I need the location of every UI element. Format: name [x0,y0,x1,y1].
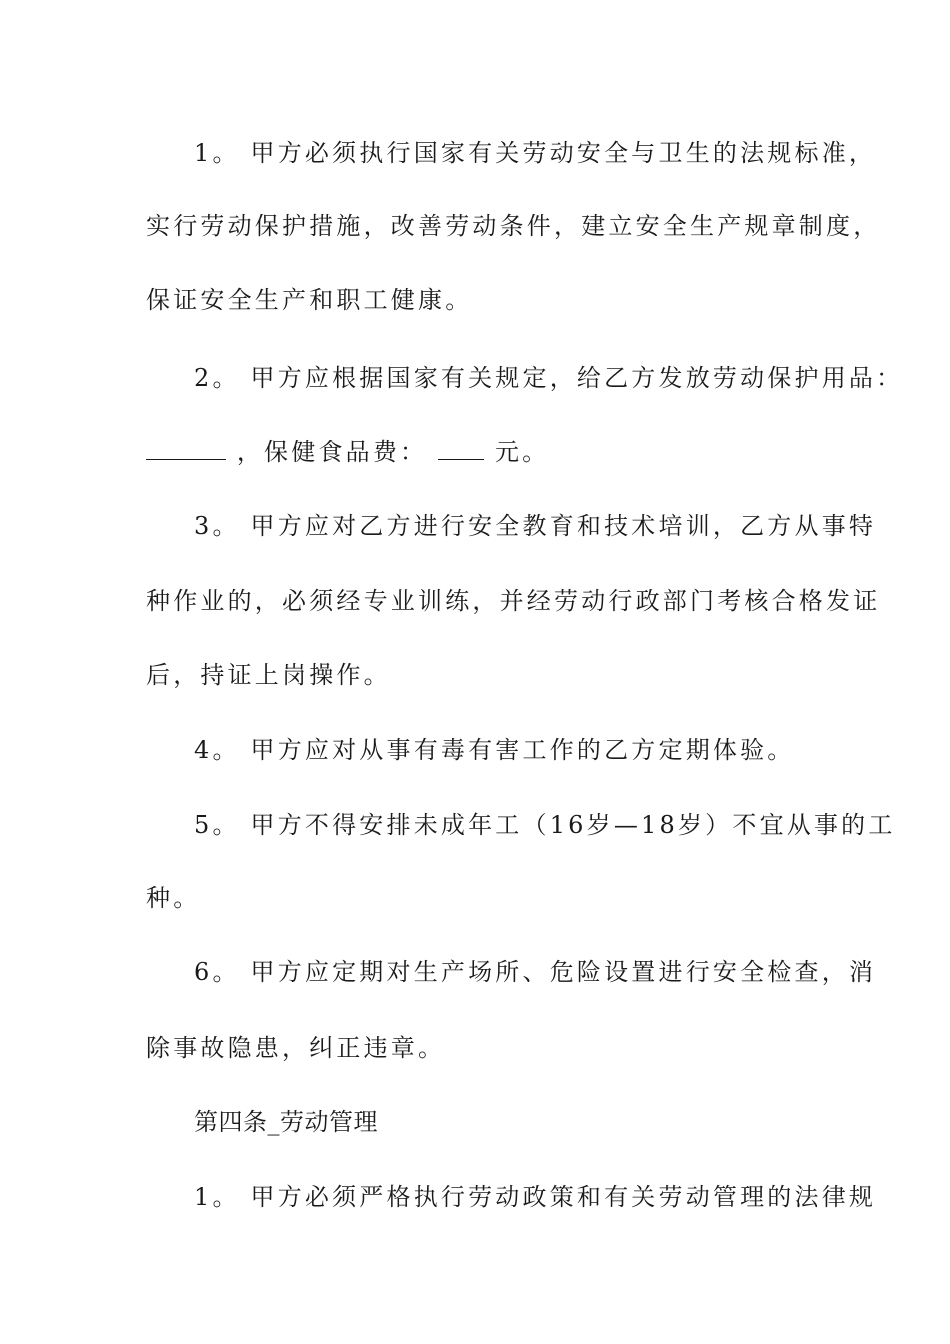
blank-line [146,437,226,460]
section-heading: 第四条_劳动管理 [194,1108,378,1136]
paragraph-line: 4。 甲方应对从事有毒有害工作的乙方定期体验。 [194,736,795,764]
paragraph-line: 1。 甲方必须执行国家有关劳动安全与卫生的法规标准， [194,139,877,167]
paragraph-line: 保证安全生产和职工健康。 [146,286,473,314]
paragraph-line-fill [146,437,826,467]
paragraph-line: 5。 甲方不得安排未成年工（16岁—18岁）不宜从事的工 [194,811,896,839]
paragraph-line: 种作业的，必须经专业训练，并经劳动行政部门考核合格发证 [146,587,881,615]
paragraph-line: 实行劳动保护措施，改善劳动条件，建立安全生产规章制度， [146,212,881,240]
paragraph-line: 除事故隐患，纠正违章。 [146,1034,446,1062]
fill-text: 元。 [494,438,550,466]
paragraph-line: 种。 [146,884,201,912]
paragraph-line: 1。 甲方必须严格执行劳动政策和有关劳动管理的法律规 [194,1183,877,1211]
blank-line [438,437,484,460]
paragraph-line: 2。 甲方应根据国家有关规定，给乙方发放劳动保护用品： [194,364,904,392]
fill-text: ，保健食品费： [236,438,428,466]
paragraph-line: 后，持证上岗操作。 [146,661,391,689]
paragraph-line: 3。 甲方应对乙方进行安全教育和技术培训，乙方从事特 [194,512,877,540]
paragraph-line: 6。 甲方应定期对生产场所、危险设置进行安全检查，消 [194,958,877,986]
